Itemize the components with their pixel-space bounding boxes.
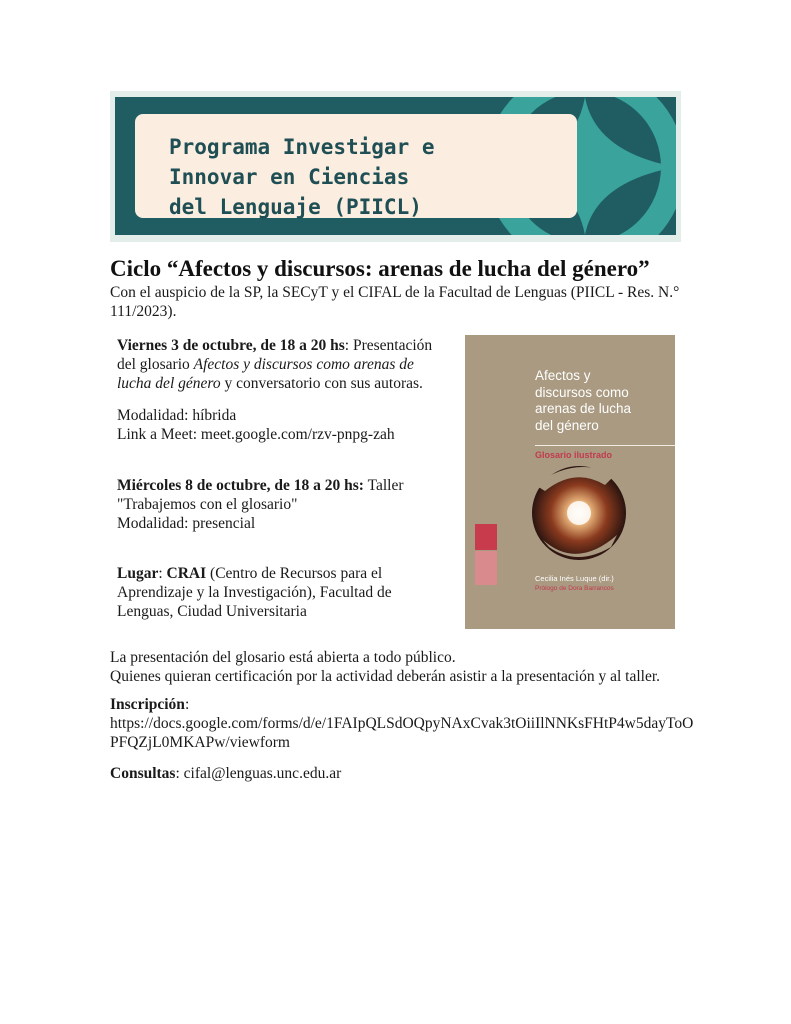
- book-cover: [465, 335, 675, 629]
- contact-email[interactable]: cifal@lenguas.unc.edu.ar: [183, 765, 342, 782]
- cover-subtitle: Glosario ilustrado: [535, 450, 613, 460]
- place-sep: :: [158, 565, 167, 582]
- page-subtitle: Con el auspicio de la SP, la SECyT y el CIFAL de la Facultad de Lenguas (PIICL - Res. N.° 111/2023).: [110, 284, 680, 320]
- page-title: Ciclo “Afectos y discursos: arenas de lucha del género”: [110, 256, 650, 281]
- event-wednesday-desc: Taller "Trabajemos con el glosario": [117, 477, 404, 513]
- note-line-2: Quienes quieran certificación por la actividad deberán asistir a la presentación y al taller.: [110, 668, 661, 685]
- place-detail: (Centro de Recursos para el Aprendizaje y la Investigación), Facultad de Lenguas, Ciudad Universitaria: [117, 565, 392, 620]
- note-line-1: La presentación del glosario está abierta a todo público.: [110, 649, 456, 666]
- cover-prologue: Prólogo de Dora Barrancos: [535, 585, 614, 592]
- cover-title-line: arenas de lucha: [535, 401, 632, 416]
- meet-link[interactable]: Link a Meet: meet.google.com/rzv-pnpg-zah: [117, 426, 395, 443]
- cover-title-line: discursos como: [535, 384, 629, 400]
- cover-divider: [535, 445, 675, 446]
- event-friday-modality: [117, 406, 447, 444]
- place-name: CRAI: [166, 565, 207, 582]
- contact-label: Consultas: [110, 765, 176, 782]
- registration-label: Inscripción: [110, 696, 185, 713]
- registration-sep: :: [184, 696, 190, 713]
- banner-title: [169, 132, 435, 222]
- contact: [110, 764, 700, 783]
- place-label: Lugar: [117, 565, 159, 582]
- registration: [110, 695, 700, 752]
- event-friday: [117, 336, 447, 393]
- contact-sep: :: [175, 765, 184, 782]
- glossary-title: Afectos y discursos como arenas de lucha del género: [117, 356, 414, 392]
- cover-title: [535, 368, 670, 434]
- event-friday-desc: : Presentación del glosario: [117, 337, 433, 373]
- cover-author: Cecilia Inés Luque (dir.): [535, 574, 614, 583]
- banner-title-box: [135, 114, 577, 218]
- registration-link[interactable]: https://docs.google.com/forms/d/e/1FAIpQLSdOQpyNAxCvak3tOiiIlNNKsFHtP4w5dayToOPFQZjL0MKAPw/viewform: [110, 715, 694, 751]
- event-place: [117, 564, 447, 621]
- publisher-band: [475, 551, 497, 585]
- event-friday-date: Viernes 3 de octubre, de 18 a 20 hs: [117, 337, 345, 354]
- event-friday-desc-end: y conversatorio con sus autoras.: [220, 375, 423, 392]
- banner-line: Innovar en Ciencias: [169, 165, 410, 189]
- banner-line: del Lenguaje (PIICL): [169, 195, 422, 219]
- cover-title-line: del género: [535, 417, 599, 433]
- publisher-logo-icon: [475, 524, 497, 550]
- event-wednesday: [117, 476, 447, 533]
- cover-title-line: Afectos y: [535, 368, 591, 383]
- event-wednesday-date: Miércoles 8 de octubre, de 18 a 20 hs:: [117, 477, 364, 494]
- banner-frame: [115, 97, 676, 235]
- program-banner: [110, 91, 681, 242]
- modality-text: Modalidad: híbrida: [117, 407, 237, 424]
- modality-text: Modalidad: presencial: [117, 515, 256, 532]
- public-note: [110, 648, 700, 686]
- banner-line: Programa Investigar e: [169, 135, 435, 159]
